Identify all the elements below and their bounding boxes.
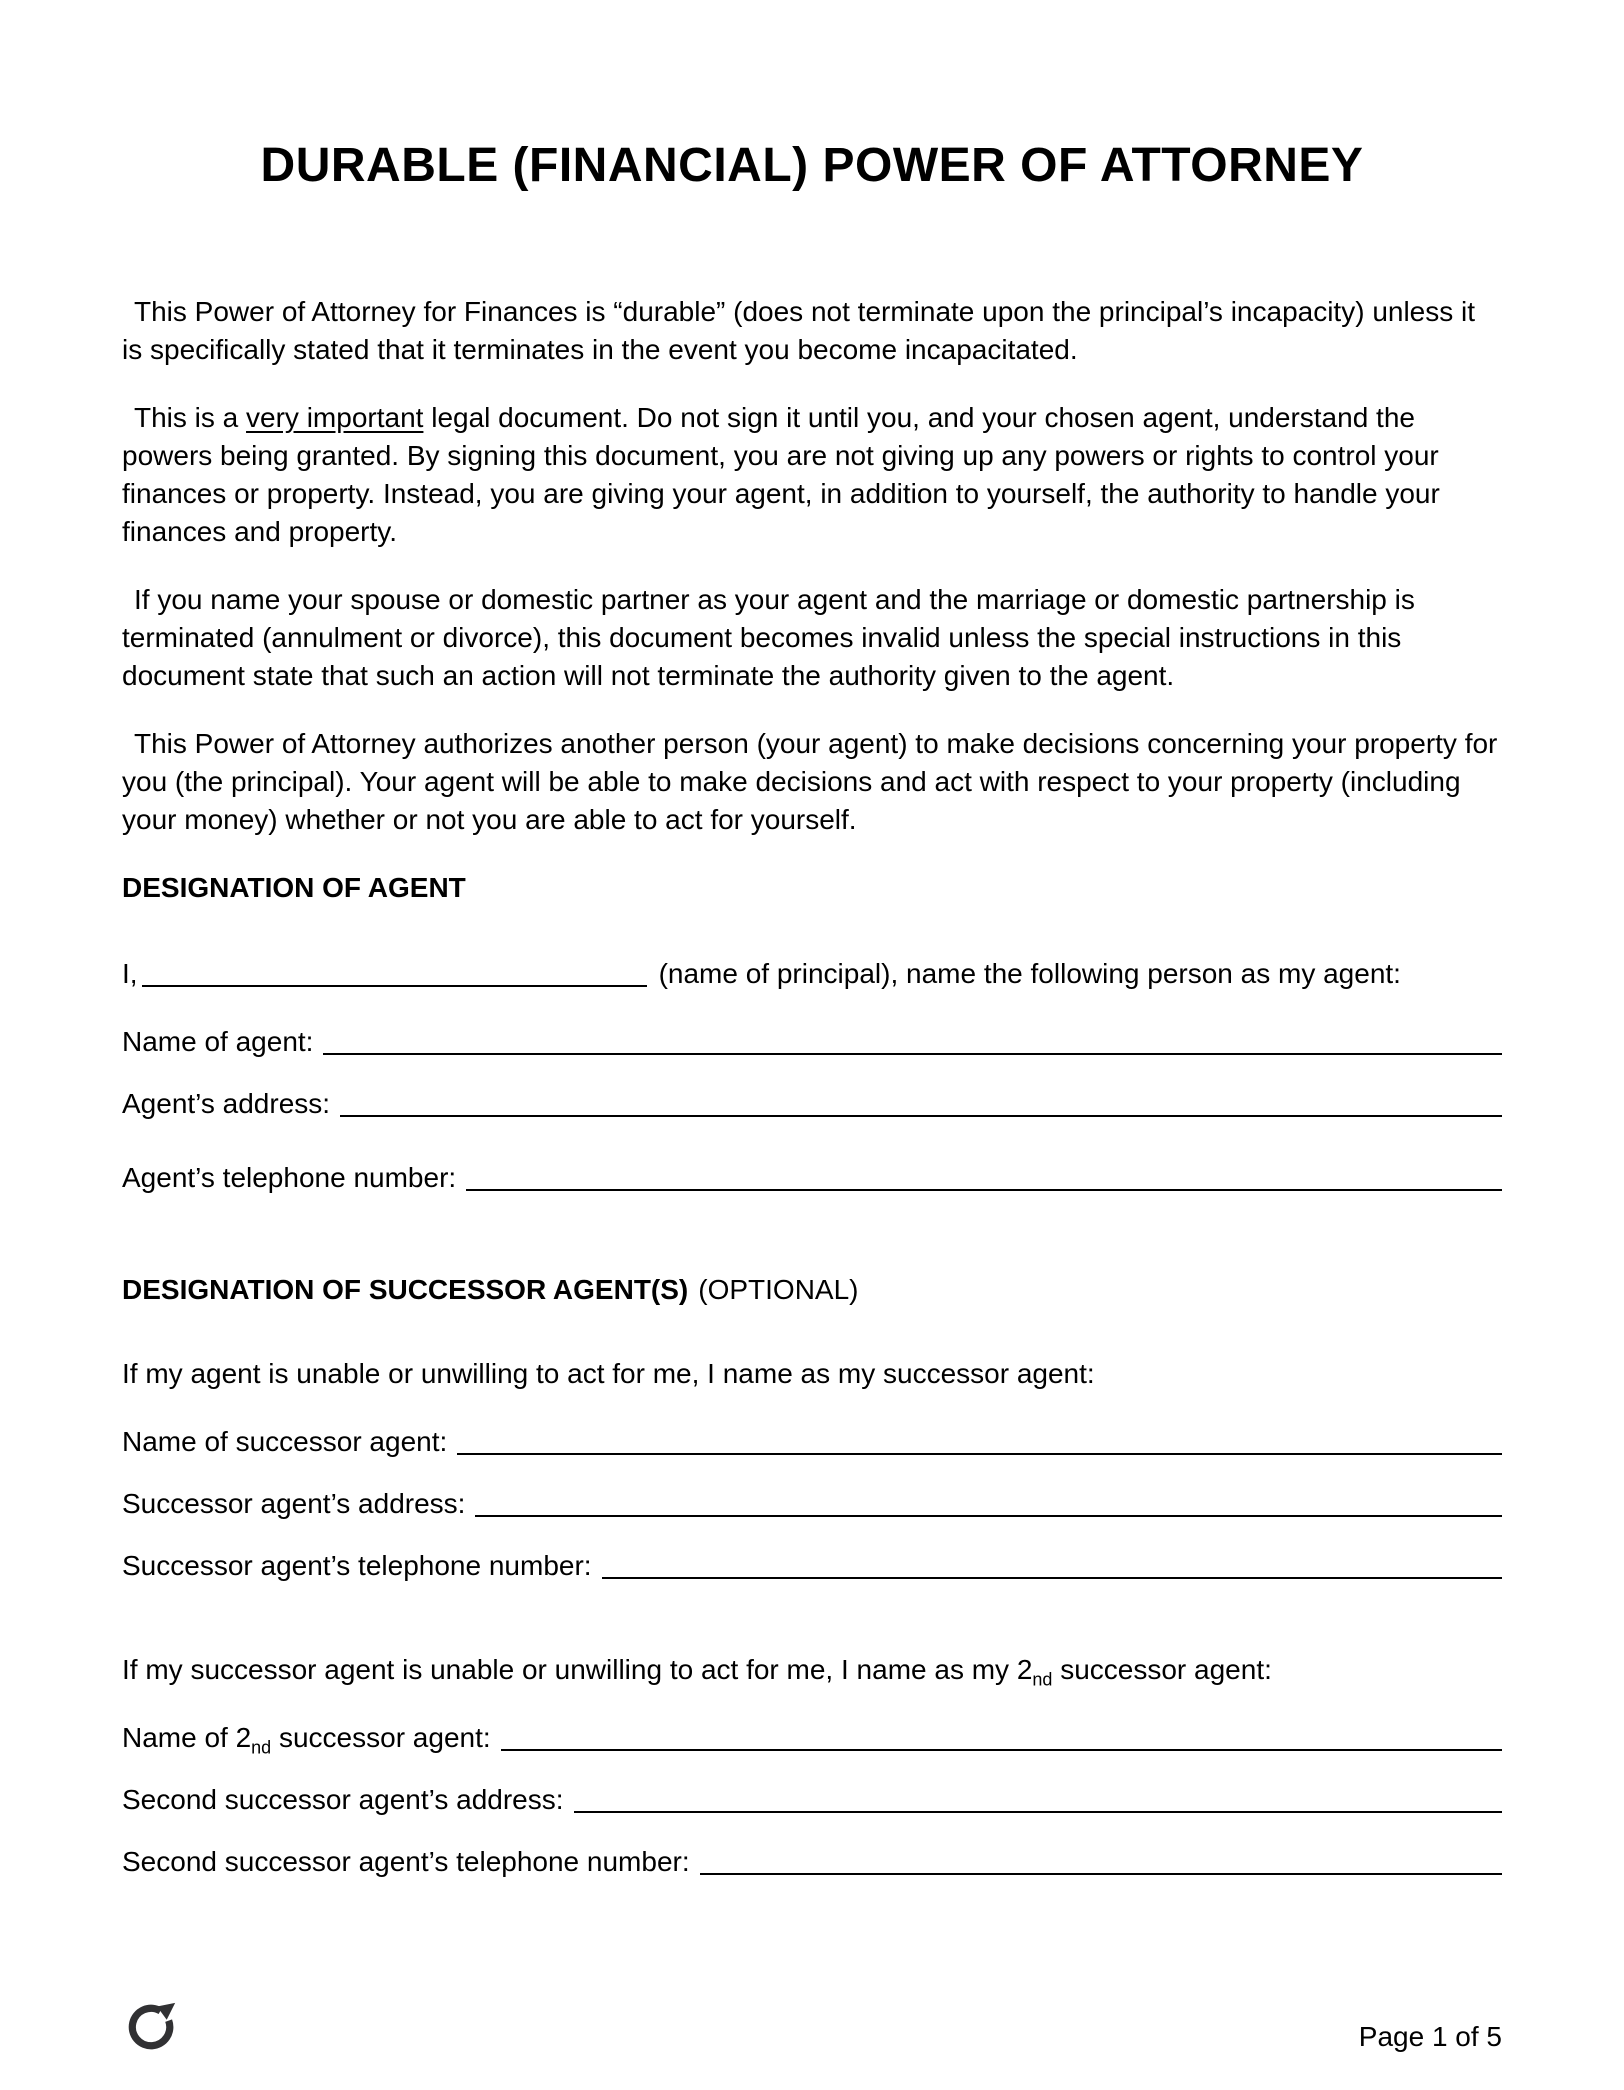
successor-name-label: Name of successor agent: — [122, 1426, 448, 1457]
underlined-phrase: very important — [246, 402, 424, 433]
successor-telephone-blank-line — [602, 1576, 1502, 1579]
second-successor-address-label: Second successor agent’s address: — [122, 1784, 564, 1815]
agent-telephone-label: Agent’s telephone number: — [122, 1162, 457, 1193]
principal-name-blank-line — [142, 984, 647, 987]
principal-suffix-label: (name of principal), name the following person as my agent: — [658, 958, 1401, 989]
label-text-before: Name of 2 — [122, 1722, 252, 1753]
intro-paragraph-3: If you name your spouse or domestic partner as your agent and the marriage or domestic partnership is terminated (annulment or divorce), this document becomes invalid unless the special instructions in this document state that such an action will not terminate the authority given to the agent. — [122, 584, 1415, 691]
second-successor-address-blank-line — [574, 1810, 1502, 1813]
second-intro-text-after: successor agent: — [1052, 1654, 1272, 1685]
paragraph-text-after: legal document. Do not sign it until you, and your chosen agent, understand the powers being granted. By signing this document, you are not giving up any powers or rights to control your finances or property. Instead, you are giving your agent, in addition to yourself, the authority to handle your finances and property. — [122, 402, 1440, 547]
paragraph-text-before: This is a — [134, 402, 247, 433]
first-successor-intro: If my agent is unable or unwilling to act for me, I name as my successor agent: — [122, 1358, 1095, 1389]
second-successor-name-blank-line — [501, 1748, 1502, 1751]
label-text-after: successor agent: — [271, 1722, 491, 1753]
agent-telephone-row — [122, 1159, 1502, 1197]
successor-telephone-label: Successor agent’s telephone number: — [122, 1550, 592, 1581]
successor-name-blank-line — [457, 1452, 1502, 1455]
principal-prefix-label: I, — [122, 958, 138, 989]
agent-address-blank-line — [340, 1114, 1502, 1117]
intro-paragraph-2 — [122, 399, 1502, 551]
label-ordinal-suffix: nd — [251, 1737, 272, 1758]
second-successor-name-row — [122, 1719, 1502, 1757]
second-successor-telephone-label: Second successor agent’s telephone number: — [122, 1846, 690, 1877]
second-successor-name-label — [122, 1719, 491, 1757]
agent-name-row — [122, 1023, 1502, 1061]
page-number-indicator: Page 1 of 5 — [1358, 2021, 1502, 2052]
second-successor-telephone-row — [122, 1843, 1502, 1881]
intro-block — [122, 293, 1502, 839]
page-footer — [122, 1998, 1502, 2056]
principal-name-row — [122, 955, 1502, 993]
agent-name-blank-line — [323, 1052, 1502, 1055]
second-successor-address-row — [122, 1781, 1502, 1819]
successor-address-label: Successor agent’s address: — [122, 1488, 466, 1519]
successor-heading-bold: DESIGNATION OF SUCCESSOR AGENT(S) — [122, 1274, 689, 1305]
second-intro-text-before: If my successor agent is unable or unwilling to act for me, I name as my 2 — [122, 1654, 1033, 1685]
successor-address-row — [122, 1485, 1502, 1523]
agent-section-heading: DESIGNATION OF AGENT — [122, 872, 466, 903]
successor-telephone-row — [122, 1547, 1502, 1585]
agent-name-label: Name of agent: — [122, 1026, 314, 1057]
successor-name-row — [122, 1423, 1502, 1461]
circular-arrow-logo-icon — [122, 1998, 180, 2056]
second-successor-telephone-blank-line — [700, 1872, 1502, 1875]
document-title: DURABLE (FINANCIAL) POWER OF ATTORNEY — [260, 139, 1364, 192]
agent-address-label: Agent’s address: — [122, 1088, 331, 1119]
intro-paragraph-1: This Power of Attorney for Finances is “durable” (does not terminate upon the principal’s incapacity) unless it is specifically stated that it terminates in the event you become incapacitated. — [122, 296, 1476, 365]
second-successor-intro — [122, 1651, 1502, 1689]
second-intro-ordinal-suffix: nd — [1032, 1669, 1053, 1690]
agent-address-row — [122, 1085, 1502, 1123]
intro-paragraph-4: This Power of Attorney authorizes another person (your agent) to make decisions concerning your property for you (the principal). Your agent will be able to make decisions and act with respect to your property (including your money) whether or not you are able to act for yourself. — [122, 728, 1498, 835]
successor-address-blank-line — [475, 1514, 1502, 1517]
agent-telephone-blank-line — [466, 1188, 1502, 1191]
successor-heading-optional: (OPTIONAL) — [698, 1274, 859, 1305]
successor-section-heading — [122, 1271, 1502, 1309]
